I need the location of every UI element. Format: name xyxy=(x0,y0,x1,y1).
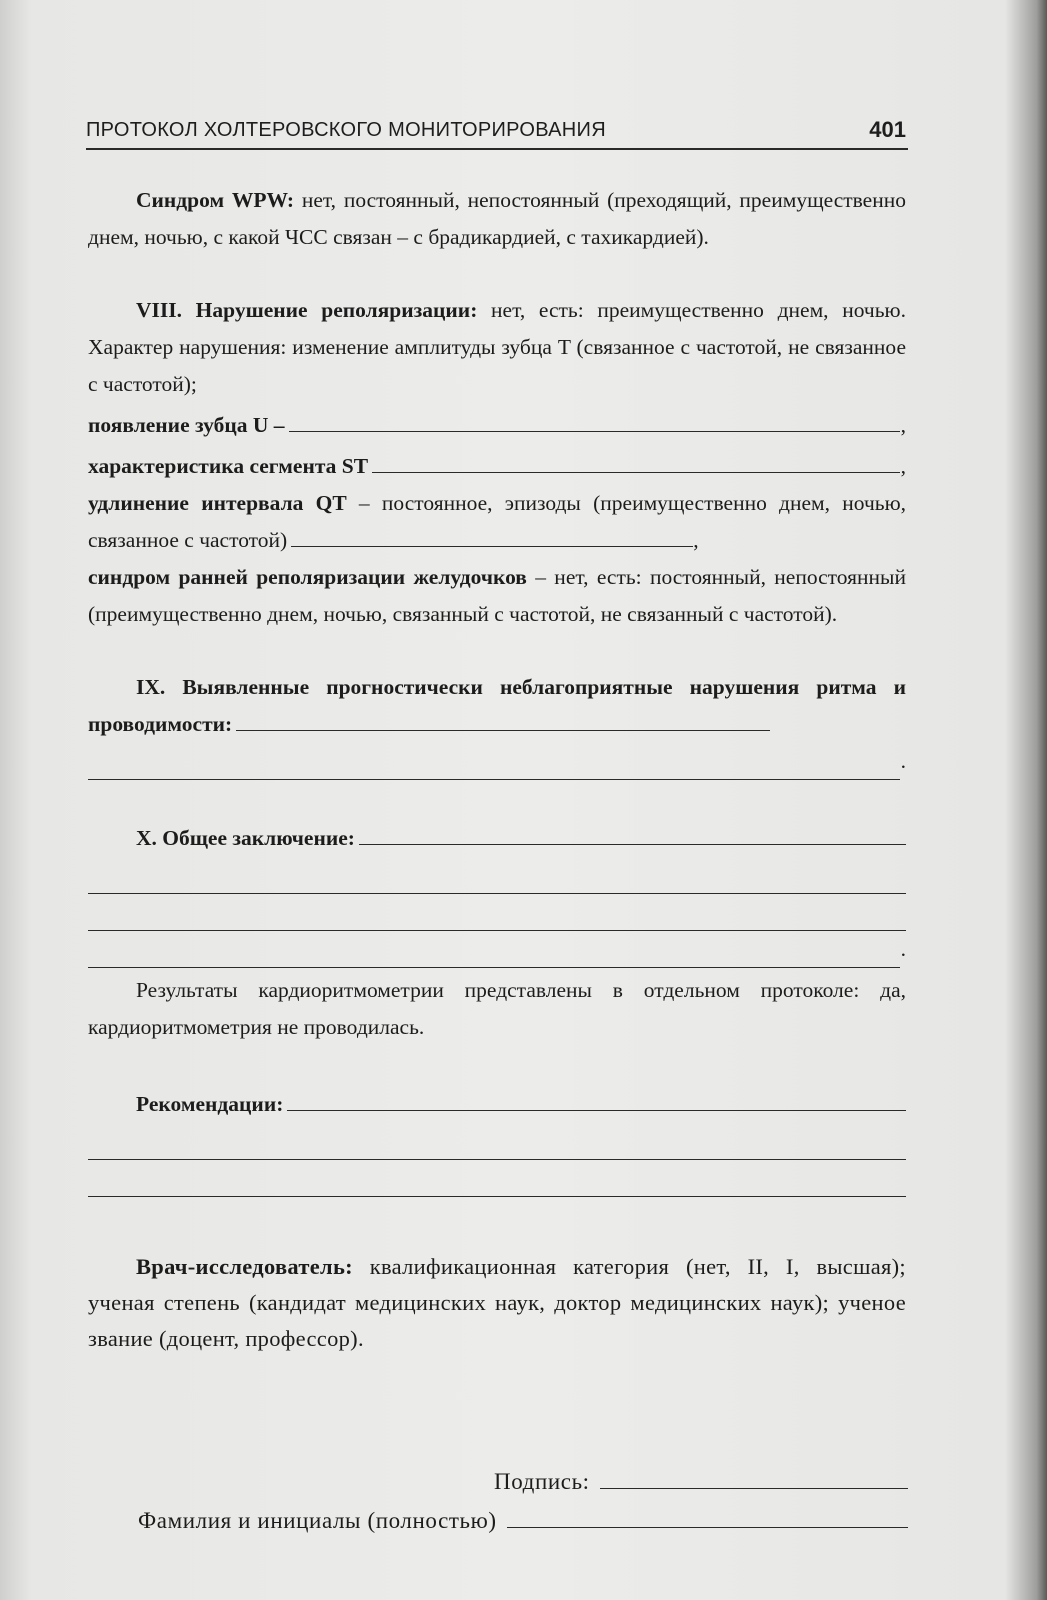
section-10-blank-1[interactable] xyxy=(359,816,906,845)
section-10-blank-4[interactable] xyxy=(88,931,906,968)
u-wave-blank[interactable] xyxy=(289,403,900,432)
recommendations-blank-1[interactable] xyxy=(287,1082,906,1111)
section-10-blank-2[interactable] xyxy=(88,857,906,894)
signature-label: Подпись: xyxy=(494,1469,590,1494)
full-name-label: Фамилия и инициалы (полностью) xyxy=(138,1508,497,1533)
doctor-text: квалификационная категория (нет, II, I, высшая); ученая степень (кандидат медицинских наук, доктор медицинских наук); ученое звание (доцент, профессор). xyxy=(88,1254,906,1351)
cardiorhythmometry-text: Результаты кардиоритмометрии представлены в отдельном протоколе: да, кардиоритмометрия не проводилась. xyxy=(88,978,906,1039)
signature-blank[interactable] xyxy=(600,1462,908,1489)
qt-comma: , xyxy=(693,528,699,552)
early-repolarization-paragraph xyxy=(88,559,906,633)
doctor-label: Врач-исследователь: xyxy=(136,1254,353,1279)
recommendations-label: Рекомендации: xyxy=(136,1092,284,1116)
st-segment-blank[interactable] xyxy=(372,444,900,473)
signature-block xyxy=(138,1462,908,1540)
early-repolarization-text: – нет, есть: постоянный, непостоянный (преимущественно днем, ночью, связанный с частотой, не связанный с частотой). xyxy=(88,565,906,626)
section-9-blank-inline[interactable] xyxy=(236,708,770,731)
doctor-paragraph xyxy=(88,1249,906,1357)
section-8-label: VIII. Нарушение реполяризации: xyxy=(136,298,478,322)
section-9-label: IX. Выявленные прогностически неблагоприятные нарушения ритма и проводимости: xyxy=(88,675,906,736)
st-segment-comma: , xyxy=(900,454,906,478)
section-9-blank-line[interactable] xyxy=(88,743,906,780)
signature-row xyxy=(138,1462,908,1501)
qt-text: – постоянное, эпизоды (преимущественно днем, ночью, связанное с частотой) xyxy=(88,491,907,552)
wpw-paragraph xyxy=(88,182,906,256)
section-10-label: X. Общее заключение: xyxy=(136,826,355,850)
section-8-text: нет, есть: преимущественно днем, ночью. Характер нарушения: изменение амплитуды зубца T (связанное с частотой, не связанное с частотой); xyxy=(88,298,906,396)
section-9-paragraph xyxy=(88,669,906,743)
qt-label: удлинение интервала QT xyxy=(88,491,347,515)
cardiorhythmometry-paragraph xyxy=(88,972,906,1046)
qt-blank[interactable] xyxy=(291,524,693,547)
section-9-period: . xyxy=(900,749,906,773)
full-name-blank[interactable] xyxy=(507,1501,908,1528)
qt-paragraph xyxy=(88,485,906,559)
page-content xyxy=(88,182,906,1357)
page-header xyxy=(86,114,908,150)
early-repolarization-label: синдром ранней реполяризации желудочков xyxy=(88,565,527,589)
section-10-blank-3[interactable] xyxy=(88,894,906,931)
full-name-row xyxy=(138,1501,908,1540)
section-10-line xyxy=(88,816,906,857)
section-8-paragraph xyxy=(88,292,906,403)
section-10-period: . xyxy=(900,937,906,961)
recommendations-blank-2[interactable] xyxy=(88,1123,906,1160)
wpw-text: нет, постоянный, непостоянный (преходящий, преимущественно днем, ночью, с какой ЧСС связан – с брадикардией, с тахикардией). xyxy=(88,188,906,249)
u-wave-label: появление зубца U – xyxy=(88,413,285,437)
running-title: ПРОТОКОЛ ХОЛТЕРОВСКОГО МОНИТОРИРОВАНИЯ xyxy=(86,119,606,141)
wpw-label: Синдром WPW: xyxy=(136,188,295,212)
recommendations-line xyxy=(88,1082,906,1123)
st-segment-label: характеристика сегмента ST xyxy=(88,454,369,478)
recommendations-blank-3[interactable] xyxy=(88,1160,906,1197)
u-wave-line xyxy=(88,403,906,444)
st-segment-line xyxy=(88,444,906,485)
u-wave-comma: , xyxy=(900,413,906,437)
page-number: 401 xyxy=(869,117,906,142)
